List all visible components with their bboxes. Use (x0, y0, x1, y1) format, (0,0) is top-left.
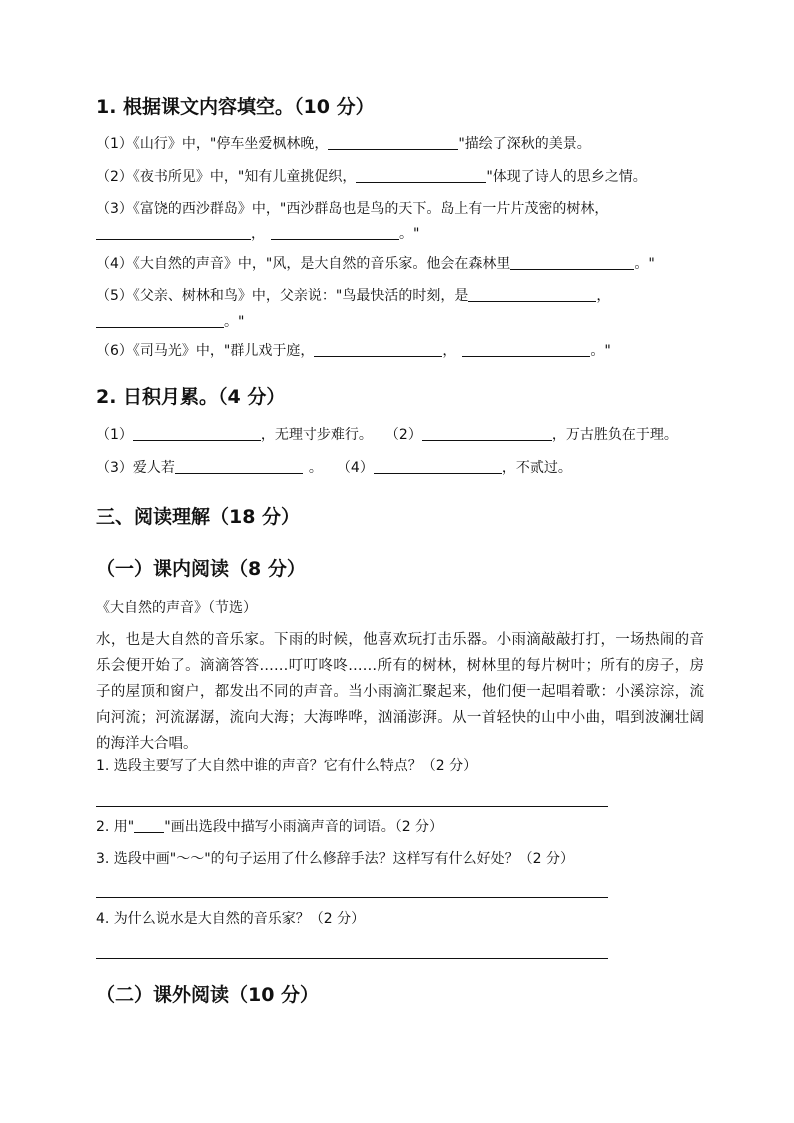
answer-blank[interactable] (133, 426, 261, 441)
answer-blank[interactable] (510, 255, 634, 270)
answer-line[interactable] (96, 958, 608, 959)
question-1-3-cont (96, 224, 419, 244)
question-1-6-sep: ， (442, 343, 457, 359)
question-1-5-cont (96, 312, 244, 332)
answer-blank[interactable] (314, 342, 442, 357)
section-3-title: 三、阅读理解（18 分） (96, 506, 301, 528)
proverb-3-text: （3）爱人若 (96, 460, 175, 476)
answer-blank[interactable] (422, 426, 552, 441)
question-1-6-text: （6）《司马光》中，"群儿戏于庭， (96, 343, 315, 359)
question-1-1-tail: "描绘了深秋的美景。 (458, 136, 591, 152)
question-1-4-tail: 。" (634, 256, 655, 272)
reading-part-2-title: （二）课外阅读（10 分） (96, 984, 320, 1006)
question-1-2 (96, 167, 647, 187)
proverb-1-num: （1） (96, 427, 133, 443)
question-1-4 (96, 254, 655, 274)
reading-question-2-tail: "画出选段中描写小雨滴声音的词语。（2 分） (164, 819, 444, 835)
answer-blank[interactable] (328, 135, 458, 150)
reading-question-4: 4. 为什么说水是大自然的音乐家？（2 分） (96, 911, 366, 927)
answer-blank[interactable] (175, 459, 303, 474)
answer-line[interactable] (96, 806, 608, 807)
reading-question-3: 3. 选段中画"～～"的句子运用了什么修辞手法？这样写有什么好处？（2 分） (96, 851, 575, 867)
proverb-4-num: （4） (336, 460, 374, 476)
underline-mark (134, 818, 164, 833)
question-1-4-text: （4）《大自然的声音》中，"风，是大自然的音乐家。他会在森林里 (96, 256, 511, 272)
proverb-row-1 (96, 425, 678, 445)
section-1-title: 1. 根据课文内容填空。（10 分） (96, 96, 375, 118)
proverb-4-tail: ，不贰过。 (501, 460, 572, 476)
question-1-3: （3）《富饶的西沙群岛》中，"西沙群岛也是鸟的天下。岛上有一片片茂密的树林， (96, 201, 609, 217)
answer-blank[interactable] (468, 287, 596, 302)
answer-blank[interactable] (271, 225, 399, 240)
question-1-6-tail: 。" (590, 343, 611, 359)
section-2-title: 2. 日积月累。（4 分） (96, 386, 286, 408)
question-1-5-text: （5）《父亲、树林和鸟》中，父亲说："鸟最快活的时刻，是 (96, 288, 469, 304)
question-1-1-text: （1）《山行》中，"停车坐爱枫林晚， (96, 136, 329, 152)
passage-source: 《大自然的声音》（节选） (96, 600, 257, 616)
question-1-6 (96, 341, 611, 361)
question-1-2-text: （2）《夜书所见》中，"知有儿童挑促织， (96, 169, 357, 185)
answer-blank[interactable] (96, 225, 251, 240)
reading-question-2-text: 2. 用" (96, 819, 135, 835)
proverb-1-tail: ，无理寸步难行。 (260, 427, 373, 443)
question-1-1 (96, 134, 591, 154)
proverb-2-num: （2） (384, 427, 422, 443)
question-1-3-tail: 。" (399, 226, 420, 242)
answer-blank[interactable] (356, 168, 486, 183)
question-1-5-sep: ， (596, 288, 611, 304)
proverb-row-2 (96, 458, 572, 478)
question-1-5-tail: 。" (224, 314, 245, 330)
question-1-5 (96, 286, 610, 306)
answer-blank[interactable] (96, 313, 224, 328)
question-1-3-sep: ， (251, 226, 265, 242)
reading-passage: 水，也是大自然的音乐家。下雨的时候，他喜欢玩打击乐器。小雨滴敲敲打打，一场热闹的音乐会便开始了。滴滴答答……叮叮咚咚……所有的树林，树林里的每片树叶；所有的房子，房子的屋顶和窗户，都发出不同的声音。当小雨滴汇聚起来，他们便一起唱着歌：小溪淙淙，流向河流；河流潺潺，流向大海；大海哗哗，汹涌澎湃。从一首轻快的山中小曲，唱到波澜壮阔的海洋大合唱。 (96, 632, 704, 752)
answer-blank[interactable] (462, 342, 590, 357)
proverb-3-tail: 。 (308, 460, 323, 476)
reading-question-2 (96, 817, 443, 837)
reading-part-1-title: （一）课内阅读（8 分） (96, 558, 306, 580)
answer-blank[interactable] (374, 459, 502, 474)
proverb-2-tail: ，万古胜负在于理。 (551, 427, 678, 443)
reading-question-1: 1. 选段主要写了大自然中谁的声音？它有什么特点？（2 分） (96, 758, 478, 774)
question-1-2-tail: "体现了诗人的思乡之情。 (486, 169, 647, 185)
answer-line[interactable] (96, 897, 608, 898)
